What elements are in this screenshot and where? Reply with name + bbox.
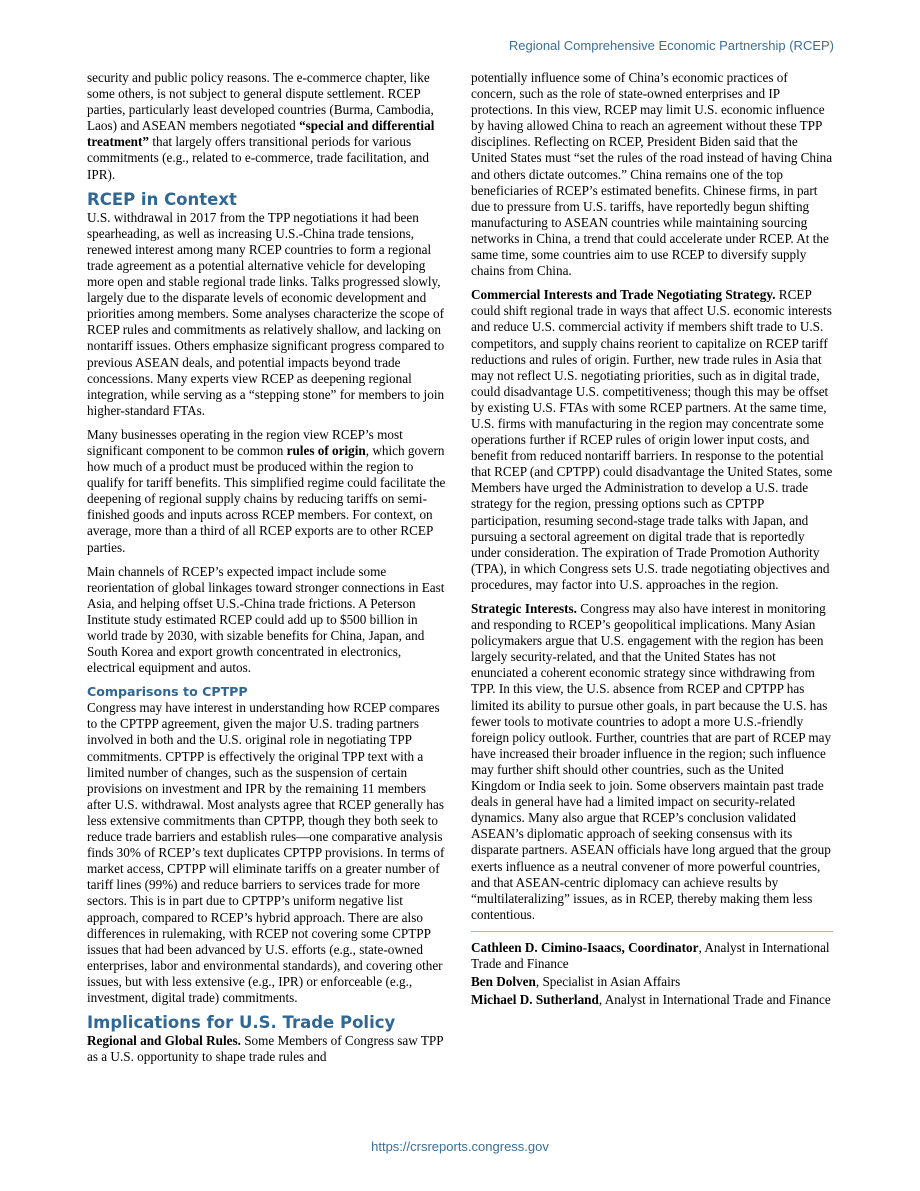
run-in-heading: Strategic Interests.	[471, 601, 577, 616]
author-list	[471, 940, 833, 1008]
author-name: Ben Dolven	[471, 974, 536, 990]
paragraph-cptpp: Congress may have interest in understanding how RCEP compares to the CPTPP agreement, given the major U.S. trading partners involved in both and the U.S. original role in negotiating TPP commitments. CPTPP is effectively the original TPP text with a limited number of changes, such as the suspension of certain provisions on investment and IPR by the remaining 11 members after U.S. withdrawal. Most analysts agree that RCEP generally has less extensive commitments than CPTPP, though they both seek to reduce trade barriers and establish rules—one comparative analysis finds 30% of RCEP’s text duplicates CPTPP provisions. In terms of market access, CPTPP will eliminate tariffs on a greater number of tariff lines (99%) and reduce barriers to services trade for more sectors. This is in part due to CPTPP’s uniform negative list approach, compared to RCEP’s hybrid approach. There are also differences in rulemaking, with RCEP not covering some CPTPP issues that had been advanced by U.S. efforts (e.g., state-owned enterprises, labor and environmental standards), and covering other issues, but with less extensive (e.g., IPR) or enforceable (e.g., investment, digital trade) commitments.	[87, 700, 445, 1005]
paragraph-strategic-interests: Strategic Interests. Congress may also have interest in monitoring and responding to RCEP’s geopolitical implications. Many Asian policymakers argue that U.S. engagement with the region has been largely security-related, and that the United States has not enunciated a coherent economic strategy since withdrawing from TPP. In this view, the U.S. absence from RCEP and CPTPP has limited its ability to pursue other goals, in part because the U.S. has fewer tools to motivate countries to adopt a more U.S.-friendly foreign policy outlook. Further, countries that are part of RCEP may have increased their broader influence in the region; such influence may further shift should other countries, such as the United Kingdom or India seek to join. Some observers maintain past trade deals in general have had a limited impact on security-related dynamics. Many also argue that RCEP’s conclusion validated ASEAN’s diplomatic approach of seeking consensus with its disparate partners. ASEAN officials have long argued that the group exerts influence as a neutral convener of more powerful countries, and that ASEAN-centric diplomacy can achieve results by “multilateralizing” issues, as in RCEP, thereby making them less contentious.	[471, 601, 832, 922]
paragraph-china-influence: potentially influence some of China’s economic practices of concern, such as the role of state-owned enterprises and IP protections. In this view, RCEP may limit U.S. economic influence by having allowed China to reach an agreement without these TPP disciplines. Reflecting on RCEP, President Biden said that the United States must “set the rules of the road instead of having China and others dictate outcomes.” China remains one of the top beneficiaries of RCEP’s estimated benefits. Chinese firms, in part due to pressure from U.S. tariffs, have reportedly begun shifting manufacturing to ASEAN countries while maintaining sourcing networks in China, a trend that could accelerate under RCEP. At the same time, some countries aim to use RCEP to diversify supply chains from China.	[471, 70, 833, 279]
author-role: , Analyst in International Trade and Finance	[471, 939, 830, 971]
section-heading-context: RCEP in Context	[87, 189, 237, 209]
paragraph-commercial-interests: Commercial Interests and Trade Negotiating Strategy. RCEP could shift regional trade in ways that affect U.S. economic interests and reduce U.S. commercial activity if members shift trade to U.S. competitors, and supply chains reorient to capitalize on RCEP tariff reductions and rules of origin. Further, new trade rules in Asia that may not reflect U.S. negotiating priorities, such as in digital trade, could disadvantage U.S. competitiveness; though this may be offset by existing U.S. FTAs with some RCEP partners. At the same time, U.S. firms with manufacturing in the region may concentrate some operations further if RCEP rules of origin lower input costs, and benefit from reduced nontariff barriers. In response to the potential that RCEP (and CPTPP) could disadvantage the United States, some Members have urged the Administration to develop a U.S. trade strategy for the region, pressing options such as CPTPP participation, resuming second-stage trade talks with Japan, and pursuing a sectoral agreement on digital trade that is reportedly under consideration. The expiration of Trade Promotion Authority (TPA), in which Congress sets U.S. trade negotiating objectives and procedures, may factor into U.S. approaches in the region.	[471, 287, 833, 592]
section-heading-cptpp: Comparisons to CPTPP	[87, 684, 248, 700]
author-divider	[471, 931, 833, 932]
paragraph-ecommerce: security and public policy reasons. The e-commerce chapter, like some others, is not subject to general dispute settlement. RCEP parties, particularly least developed countries (Burma, Cambodia, Laos) and ASEAN members negotiated “special and differential treatment” that largely offers transitional periods for various commitments (e.g., related to e-commerce, trade facilitation, and IPR).	[87, 70, 435, 182]
left-column	[87, 70, 449, 1065]
footer-url: https://crsreports.congress.gov	[371, 1139, 549, 1154]
running-header: Regional Comprehensive Economic Partnership (RCEP)	[508, 38, 834, 53]
section-heading-implications: Implications for U.S. Trade Policy	[87, 1013, 396, 1033]
paragraph-rules-of-origin: Many businesses operating in the region view RCEP’s most significant component to be common rules of origin, which govern how much of a product must be produced within the region to qualify for tariff benefits. This simplified regime could facilitate the deepening of regional supply chains by reducing tariffs on semi-finished goods and inputs across RCEP members. For context, on average, more than a third of all RCEP exports are to other RCEP parties.	[87, 426, 446, 555]
author-role: , Analyst in International Trade and Finance	[598, 992, 831, 1008]
bold-term: rules of origin	[286, 442, 366, 458]
author-name: Cathleen D. Cimino-Isaacs, Coordinator	[471, 939, 699, 955]
run-in-heading: Commercial Interests and Trade Negotiating Strategy.	[471, 287, 776, 303]
author-role: , Specialist in Asian Affairs	[535, 974, 681, 990]
run-in-heading: Regional and Global Rules.	[87, 1033, 241, 1049]
paragraph-context: U.S. withdrawal in 2017 from the TPP negotiations it had been spearheading, as well as increasing U.S.-China trade tensions, renewed interest among many RCEP countries to form a regional trade agreement as a potential alternative vehicle for developing more open and stable regional trade links. Talks progressed slowly, largely due to the disparate levels of economic development and priorities among members. Some analyses characterize the scope of RCEP rules and commitments as relatively shallow, and lacking on nontariff issues. Others emphasize significant progress compared to previous ASEAN deals, and potential impacts beyond trade concessions. Many experts view RCEP as deepening regional integration, while serving as a “stepping stone” for members to join higher-standard FTAs.	[87, 209, 445, 418]
author-name: Michael D. Sutherland	[471, 992, 599, 1008]
author-entry	[471, 992, 833, 1008]
paragraph-impact: Main channels of RCEP’s expected impact include some reorientation of global linkages toward stronger connections in East Asia, and helping offset U.S.-China trade frictions. A Peterson Institute study estimated RCEP could add up to $500 billion in world trade by 2030, with sizable benefits for China, Japan, and South Korea and export growth concentrated in electronics, electrical equipment and autos.	[87, 563, 445, 676]
paragraph-regional-rules: Regional and Global Rules. Some Members of Congress saw TPP as a U.S. opportunity to shape trade rules and	[87, 1033, 444, 1065]
author-entry	[471, 974, 833, 990]
author-entry	[471, 940, 833, 972]
bold-term: “special and differential treatment”	[87, 118, 435, 150]
right-column	[471, 70, 833, 1010]
